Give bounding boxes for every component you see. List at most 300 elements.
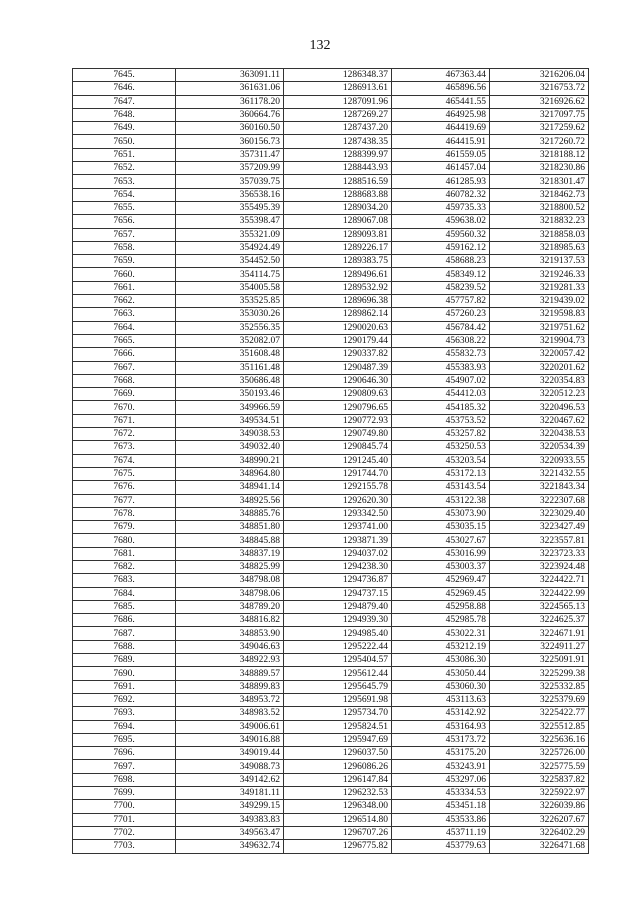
value-cell: 355321.09 <box>176 228 284 241</box>
value-cell: 3225091.91 <box>490 654 589 667</box>
value-cell: 3217259.62 <box>490 122 589 135</box>
table-row <box>73 600 589 613</box>
value-cell: 464415.91 <box>392 135 490 148</box>
value-cell: 3220933.55 <box>490 454 589 467</box>
value-cell: 3223427.49 <box>490 521 589 534</box>
table-row <box>73 348 589 361</box>
value-cell: 3218301.47 <box>490 175 589 188</box>
row-number-cell: 7669. <box>73 388 176 401</box>
value-cell: 457260.23 <box>392 308 490 321</box>
value-cell: 453212.19 <box>392 640 490 653</box>
value-cell: 1289034.20 <box>284 201 392 214</box>
value-cell: 1290487.39 <box>284 361 392 374</box>
value-cell: 1296707.26 <box>284 826 392 839</box>
value-cell: 453451.18 <box>392 800 490 813</box>
value-cell: 1296348.00 <box>284 800 392 813</box>
value-cell: 452985.78 <box>392 614 490 627</box>
row-number-cell: 7671. <box>73 414 176 427</box>
value-cell: 1294238.30 <box>284 560 392 573</box>
value-cell: 3224671.91 <box>490 627 589 640</box>
value-cell: 349046.63 <box>176 640 284 653</box>
coordinates-table <box>72 68 589 854</box>
value-cell: 349006.61 <box>176 720 284 733</box>
value-cell: 1291744.70 <box>284 467 392 480</box>
value-cell: 349563.47 <box>176 826 284 839</box>
row-number-cell: 7680. <box>73 534 176 547</box>
value-cell: 461285.93 <box>392 175 490 188</box>
row-number-cell: 7689. <box>73 654 176 667</box>
value-cell: 349032.40 <box>176 441 284 454</box>
value-cell: 3219904.73 <box>490 334 589 347</box>
value-cell: 453122.38 <box>392 494 490 507</box>
value-cell: 356538.16 <box>176 188 284 201</box>
value-cell: 3218188.12 <box>490 148 589 161</box>
value-cell: 3220496.53 <box>490 401 589 414</box>
table-row <box>73 334 589 347</box>
table-row <box>73 374 589 387</box>
value-cell: 1288516.59 <box>284 175 392 188</box>
value-cell: 3225332.85 <box>490 680 589 693</box>
value-cell: 1295947.69 <box>284 733 392 746</box>
value-cell: 348983.52 <box>176 707 284 720</box>
row-number-cell: 7703. <box>73 840 176 853</box>
value-cell: 453060.30 <box>392 680 490 693</box>
row-number-cell: 7692. <box>73 693 176 706</box>
value-cell: 353030.26 <box>176 308 284 321</box>
value-cell: 349534.51 <box>176 414 284 427</box>
value-cell: 3216926.62 <box>490 95 589 108</box>
table-row <box>73 707 589 720</box>
row-number-cell: 7696. <box>73 747 176 760</box>
value-cell: 3217097.75 <box>490 108 589 121</box>
row-number-cell: 7646. <box>73 82 176 95</box>
value-cell: 3224625.37 <box>490 614 589 627</box>
value-cell: 455832.73 <box>392 348 490 361</box>
value-cell: 350193.46 <box>176 388 284 401</box>
value-cell: 453175.20 <box>392 747 490 760</box>
value-cell: 3225775.59 <box>490 760 589 773</box>
row-number-cell: 7648. <box>73 108 176 121</box>
value-cell: 355495.39 <box>176 201 284 214</box>
value-cell: 357209.99 <box>176 162 284 175</box>
value-cell: 1294037.02 <box>284 547 392 560</box>
value-cell: 453172.13 <box>392 467 490 480</box>
table-row <box>73 494 589 507</box>
row-number-cell: 7690. <box>73 667 176 680</box>
value-cell: 363091.11 <box>176 69 284 82</box>
value-cell: 453035.15 <box>392 521 490 534</box>
value-cell: 453243.91 <box>392 760 490 773</box>
table-row <box>73 693 589 706</box>
row-number-cell: 7662. <box>73 295 176 308</box>
value-cell: 3225299.38 <box>490 667 589 680</box>
value-cell: 357039.75 <box>176 175 284 188</box>
row-number-cell: 7659. <box>73 255 176 268</box>
value-cell: 3226471.68 <box>490 840 589 853</box>
table-row <box>73 108 589 121</box>
value-cell: 349038.53 <box>176 428 284 441</box>
value-cell: 1290179.44 <box>284 334 392 347</box>
value-cell: 458349.12 <box>392 268 490 281</box>
value-cell: 3219137.53 <box>490 255 589 268</box>
value-cell: 3224422.99 <box>490 587 589 600</box>
value-cell: 357311.47 <box>176 148 284 161</box>
table-row <box>73 760 589 773</box>
value-cell: 1291245.40 <box>284 454 392 467</box>
value-cell: 1289226.17 <box>284 241 392 254</box>
row-number-cell: 7698. <box>73 773 176 786</box>
value-cell: 1290845.74 <box>284 441 392 454</box>
table-row <box>73 800 589 813</box>
row-number-cell: 7693. <box>73 707 176 720</box>
value-cell: 348825.99 <box>176 560 284 573</box>
table-row <box>73 321 589 334</box>
table-row <box>73 188 589 201</box>
value-cell: 354924.49 <box>176 241 284 254</box>
value-cell: 1286348.37 <box>284 69 392 82</box>
table-row <box>73 667 589 680</box>
row-number-cell: 7677. <box>73 494 176 507</box>
row-number-cell: 7675. <box>73 467 176 480</box>
value-cell: 452969.47 <box>392 574 490 587</box>
value-cell: 3218462.73 <box>490 188 589 201</box>
table-row <box>73 162 589 175</box>
value-cell: 3219598.83 <box>490 308 589 321</box>
value-cell: 3226039.86 <box>490 800 589 813</box>
value-cell: 453003.37 <box>392 560 490 573</box>
value-cell: 353525.85 <box>176 295 284 308</box>
row-number-cell: 7697. <box>73 760 176 773</box>
value-cell: 453016.99 <box>392 547 490 560</box>
value-cell: 3224565.13 <box>490 600 589 613</box>
row-number-cell: 7700. <box>73 800 176 813</box>
value-cell: 453711.19 <box>392 826 490 839</box>
value-cell: 1295824.51 <box>284 720 392 733</box>
value-cell: 459162.12 <box>392 241 490 254</box>
value-cell: 354452.50 <box>176 255 284 268</box>
value-cell: 452958.88 <box>392 600 490 613</box>
value-cell: 349088.73 <box>176 760 284 773</box>
row-number-cell: 7676. <box>73 481 176 494</box>
value-cell: 456784.42 <box>392 321 490 334</box>
value-cell: 1290020.63 <box>284 321 392 334</box>
value-cell: 349383.83 <box>176 813 284 826</box>
value-cell: 453050.44 <box>392 667 490 680</box>
table-row <box>73 587 589 600</box>
value-cell: 3220201.62 <box>490 361 589 374</box>
value-cell: 453173.72 <box>392 733 490 746</box>
row-number-cell: 7655. <box>73 201 176 214</box>
value-cell: 1289532.92 <box>284 281 392 294</box>
value-cell: 1289496.61 <box>284 268 392 281</box>
value-cell: 453143.54 <box>392 481 490 494</box>
row-number-cell: 7670. <box>73 401 176 414</box>
row-number-cell: 7653. <box>73 175 176 188</box>
value-cell: 3220534.39 <box>490 441 589 454</box>
table-row <box>73 401 589 414</box>
value-cell: 349181.11 <box>176 787 284 800</box>
table-row <box>73 720 589 733</box>
value-cell: 3225922.97 <box>490 787 589 800</box>
value-cell: 348845.88 <box>176 534 284 547</box>
value-cell: 467363.44 <box>392 69 490 82</box>
table-row <box>73 826 589 839</box>
row-number-cell: 7664. <box>73 321 176 334</box>
value-cell: 453113.63 <box>392 693 490 706</box>
value-cell: 3217260.72 <box>490 135 589 148</box>
value-cell: 1286913.61 <box>284 82 392 95</box>
table-row <box>73 560 589 573</box>
value-cell: 1294939.30 <box>284 614 392 627</box>
value-cell: 3225636.16 <box>490 733 589 746</box>
value-cell: 453533.86 <box>392 813 490 826</box>
value-cell: 348798.06 <box>176 587 284 600</box>
value-cell: 453257.82 <box>392 428 490 441</box>
row-number-cell: 7681. <box>73 547 176 560</box>
table-row <box>73 308 589 321</box>
value-cell: 459560.32 <box>392 228 490 241</box>
value-cell: 453297.06 <box>392 773 490 786</box>
value-cell: 348885.76 <box>176 507 284 520</box>
value-cell: 460782.32 <box>392 188 490 201</box>
value-cell: 1295645.79 <box>284 680 392 693</box>
row-number-cell: 7673. <box>73 441 176 454</box>
value-cell: 456308.22 <box>392 334 490 347</box>
value-cell: 454907.02 <box>392 374 490 387</box>
table-row <box>73 507 589 520</box>
value-cell: 1287269.27 <box>284 108 392 121</box>
table-row <box>73 95 589 108</box>
table-row <box>73 388 589 401</box>
value-cell: 1295612.44 <box>284 667 392 680</box>
value-cell: 3224911.27 <box>490 640 589 653</box>
table-row <box>73 840 589 853</box>
table-row <box>73 414 589 427</box>
row-number-cell: 7645. <box>73 69 176 82</box>
table-row <box>73 215 589 228</box>
value-cell: 1289067.08 <box>284 215 392 228</box>
value-cell: 3226402.29 <box>490 826 589 839</box>
row-number-cell: 7686. <box>73 614 176 627</box>
value-cell: 1295691.98 <box>284 693 392 706</box>
value-cell: 452969.45 <box>392 587 490 600</box>
value-cell: 3219246.33 <box>490 268 589 281</box>
value-cell: 3220512.23 <box>490 388 589 401</box>
value-cell: 349966.59 <box>176 401 284 414</box>
value-cell: 453164.93 <box>392 720 490 733</box>
value-cell: 3223557.81 <box>490 534 589 547</box>
row-number-cell: 7667. <box>73 361 176 374</box>
value-cell: 348899.83 <box>176 680 284 693</box>
row-number-cell: 7647. <box>73 95 176 108</box>
value-cell: 459638.02 <box>392 215 490 228</box>
value-cell: 361178.20 <box>176 95 284 108</box>
value-cell: 3221843.34 <box>490 481 589 494</box>
row-number-cell: 7661. <box>73 281 176 294</box>
table-row <box>73 773 589 786</box>
value-cell: 348853.90 <box>176 627 284 640</box>
table-row <box>73 454 589 467</box>
row-number-cell: 7678. <box>73 507 176 520</box>
value-cell: 348889.57 <box>176 667 284 680</box>
value-cell: 1290809.63 <box>284 388 392 401</box>
value-cell: 1294985.40 <box>284 627 392 640</box>
value-cell: 1288683.88 <box>284 188 392 201</box>
table-row <box>73 201 589 214</box>
value-cell: 453334.53 <box>392 787 490 800</box>
value-cell: 348941.14 <box>176 481 284 494</box>
value-cell: 348789.20 <box>176 600 284 613</box>
table-row <box>73 82 589 95</box>
value-cell: 3218230.86 <box>490 162 589 175</box>
table-row <box>73 428 589 441</box>
value-cell: 3225837.82 <box>490 773 589 786</box>
value-cell: 3220057.42 <box>490 348 589 361</box>
value-cell: 3222307.68 <box>490 494 589 507</box>
value-cell: 3220354.83 <box>490 374 589 387</box>
value-cell: 1290772.93 <box>284 414 392 427</box>
value-cell: 3219281.33 <box>490 281 589 294</box>
value-cell: 1287437.20 <box>284 122 392 135</box>
value-cell: 354005.58 <box>176 281 284 294</box>
table-row <box>73 295 589 308</box>
value-cell: 461559.05 <box>392 148 490 161</box>
table-row <box>73 441 589 454</box>
value-cell: 354114.75 <box>176 268 284 281</box>
row-number-cell: 7702. <box>73 826 176 839</box>
value-cell: 3223723.33 <box>490 547 589 560</box>
value-cell: 3218800.52 <box>490 201 589 214</box>
row-number-cell: 7699. <box>73 787 176 800</box>
row-number-cell: 7657. <box>73 228 176 241</box>
table-row <box>73 813 589 826</box>
value-cell: 1290337.82 <box>284 348 392 361</box>
value-cell: 1295734.70 <box>284 707 392 720</box>
value-cell: 455383.93 <box>392 361 490 374</box>
row-number-cell: 7650. <box>73 135 176 148</box>
value-cell: 3216753.72 <box>490 82 589 95</box>
value-cell: 361631.06 <box>176 82 284 95</box>
value-cell: 349016.88 <box>176 733 284 746</box>
value-cell: 1295222.44 <box>284 640 392 653</box>
row-number-cell: 7668. <box>73 374 176 387</box>
value-cell: 454412.03 <box>392 388 490 401</box>
table-row <box>73 361 589 374</box>
table-body <box>73 69 589 854</box>
value-cell: 1289696.38 <box>284 295 392 308</box>
table-row <box>73 627 589 640</box>
value-cell: 348925.56 <box>176 494 284 507</box>
value-cell: 453086.30 <box>392 654 490 667</box>
value-cell: 3220438.53 <box>490 428 589 441</box>
row-number-cell: 7656. <box>73 215 176 228</box>
value-cell: 1289862.14 <box>284 308 392 321</box>
table-row <box>73 547 589 560</box>
table-row <box>73 614 589 627</box>
value-cell: 1294736.87 <box>284 574 392 587</box>
value-cell: 1288399.97 <box>284 148 392 161</box>
row-number-cell: 7654. <box>73 188 176 201</box>
table-row <box>73 481 589 494</box>
table-row <box>73 521 589 534</box>
value-cell: 360156.73 <box>176 135 284 148</box>
value-cell: 1293871.39 <box>284 534 392 547</box>
value-cell: 1290646.30 <box>284 374 392 387</box>
value-cell: 464925.98 <box>392 108 490 121</box>
value-cell: 1292155.78 <box>284 481 392 494</box>
row-number-cell: 7701. <box>73 813 176 826</box>
row-number-cell: 7663. <box>73 308 176 321</box>
value-cell: 355398.47 <box>176 215 284 228</box>
value-cell: 453073.90 <box>392 507 490 520</box>
value-cell: 1296086.26 <box>284 760 392 773</box>
value-cell: 453142.92 <box>392 707 490 720</box>
page-number: 132 <box>309 38 331 53</box>
table-row <box>73 787 589 800</box>
value-cell: 3219751.62 <box>490 321 589 334</box>
value-cell: 348922.93 <box>176 654 284 667</box>
value-cell: 453753.52 <box>392 414 490 427</box>
row-number-cell: 7691. <box>73 680 176 693</box>
value-cell: 3225726.00 <box>490 747 589 760</box>
table-row <box>73 747 589 760</box>
value-cell: 458688.23 <box>392 255 490 268</box>
value-cell: 1288443.93 <box>284 162 392 175</box>
value-cell: 349142.62 <box>176 773 284 786</box>
row-number-cell: 7672. <box>73 428 176 441</box>
row-number-cell: 7687. <box>73 627 176 640</box>
table-row <box>73 680 589 693</box>
table-row <box>73 241 589 254</box>
value-cell: 453022.31 <box>392 627 490 640</box>
value-cell: 348851.80 <box>176 521 284 534</box>
value-cell: 3225422.77 <box>490 707 589 720</box>
table-row <box>73 733 589 746</box>
row-number-cell: 7666. <box>73 348 176 361</box>
table-row <box>73 268 589 281</box>
value-cell: 1287438.35 <box>284 135 392 148</box>
row-number-cell: 7649. <box>73 122 176 135</box>
row-number-cell: 7685. <box>73 600 176 613</box>
table-row <box>73 654 589 667</box>
value-cell: 3218832.23 <box>490 215 589 228</box>
value-cell: 1294737.15 <box>284 587 392 600</box>
value-cell: 1290796.65 <box>284 401 392 414</box>
value-cell: 465441.55 <box>392 95 490 108</box>
value-cell: 465896.56 <box>392 82 490 95</box>
table-row <box>73 148 589 161</box>
value-cell: 3225379.69 <box>490 693 589 706</box>
row-number-cell: 7652. <box>73 162 176 175</box>
value-cell: 352556.35 <box>176 321 284 334</box>
value-cell: 349299.15 <box>176 800 284 813</box>
value-cell: 1290749.80 <box>284 428 392 441</box>
value-cell: 1295404.57 <box>284 654 392 667</box>
table-row <box>73 640 589 653</box>
row-number-cell: 7658. <box>73 241 176 254</box>
value-cell: 3223029.40 <box>490 507 589 520</box>
value-cell: 453779.63 <box>392 840 490 853</box>
value-cell: 3221432.55 <box>490 467 589 480</box>
value-cell: 1296514.80 <box>284 813 392 826</box>
value-cell: 351161.48 <box>176 361 284 374</box>
table-row <box>73 228 589 241</box>
value-cell: 453203.54 <box>392 454 490 467</box>
value-cell: 360160.50 <box>176 122 284 135</box>
table-row <box>73 122 589 135</box>
row-number-cell: 7651. <box>73 148 176 161</box>
row-number-cell: 7684. <box>73 587 176 600</box>
